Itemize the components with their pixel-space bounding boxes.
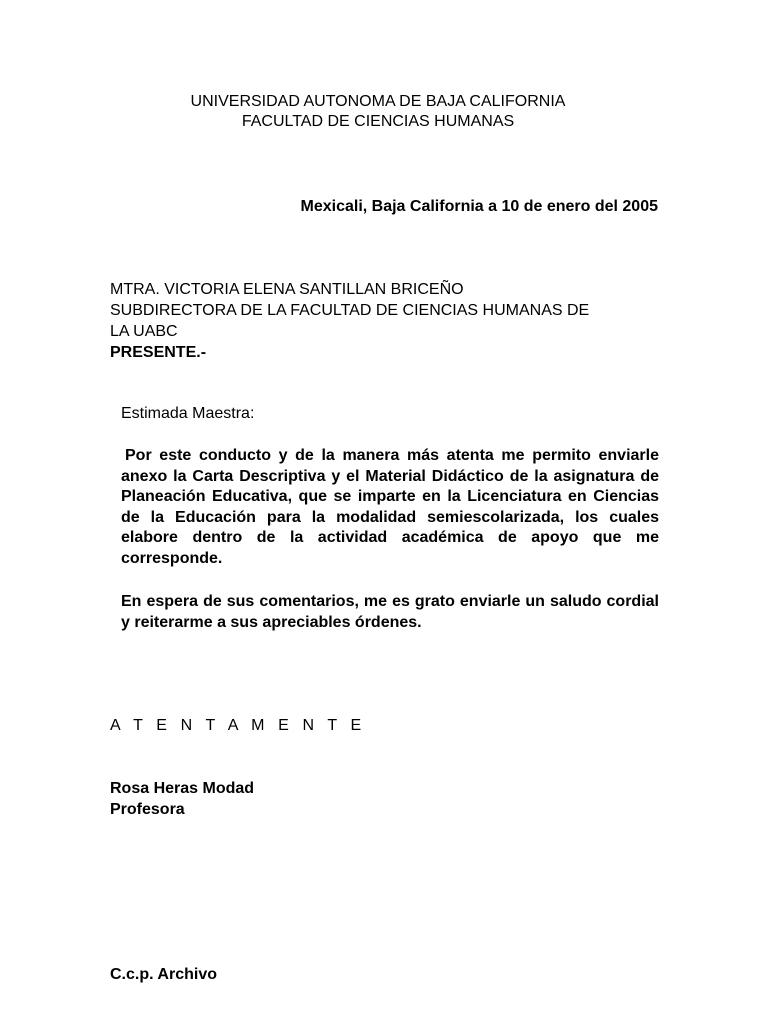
letter-header [0, 92, 756, 132]
faculty-name: FACULTAD DE CIENCIAS HUMANAS [241, 113, 515, 130]
recipient-block [110, 279, 660, 363]
university-name: UNIVERSIDAD AUTONOMA DE BAJA CALIFORNIA [190, 93, 566, 110]
signer-name: Rosa Heras Modad [110, 780, 255, 797]
recipient-name: MTRA. VICTORIA ELENA SANTILLAN BRICEÑO [110, 281, 464, 298]
closing: A T E N T A M E N T E [110, 717, 366, 734]
recipient-title-line1: SUBDIRECTORA DE LA FACULTAD DE CIENCIAS HUMANAS DE [110, 302, 590, 319]
presente-line: PRESENTE.- [110, 344, 207, 361]
signature-block [110, 778, 254, 820]
recipient-title-line2: LA UABC [110, 323, 178, 340]
ccp-line: C.c.p. Archivo [110, 966, 217, 983]
signer-role: Profesora [110, 801, 185, 818]
body-paragraph-2: En espera de sus comentarios, me es grato enviarle un saludo cordial y reiterarme a sus apreciables órdenes. [121, 593, 659, 631]
salutation: Estimada Maestra: [121, 405, 255, 422]
date-line: Mexicali, Baja California a 10 de enero del 2005 [300, 198, 658, 215]
body-paragraph-1: Por este conducto y de la manera más atenta me permito enviarle anexo la Carta Descriptiva y el Material Didáctico de la asignatura de Planeación Educativa, que se imparte en la Licenciatura en Ciencias de la Educación para la modalidad semiescolarizada, los cuales elabore dentro de la actividad académica de apoyo que me corresponde. [121, 447, 659, 567]
